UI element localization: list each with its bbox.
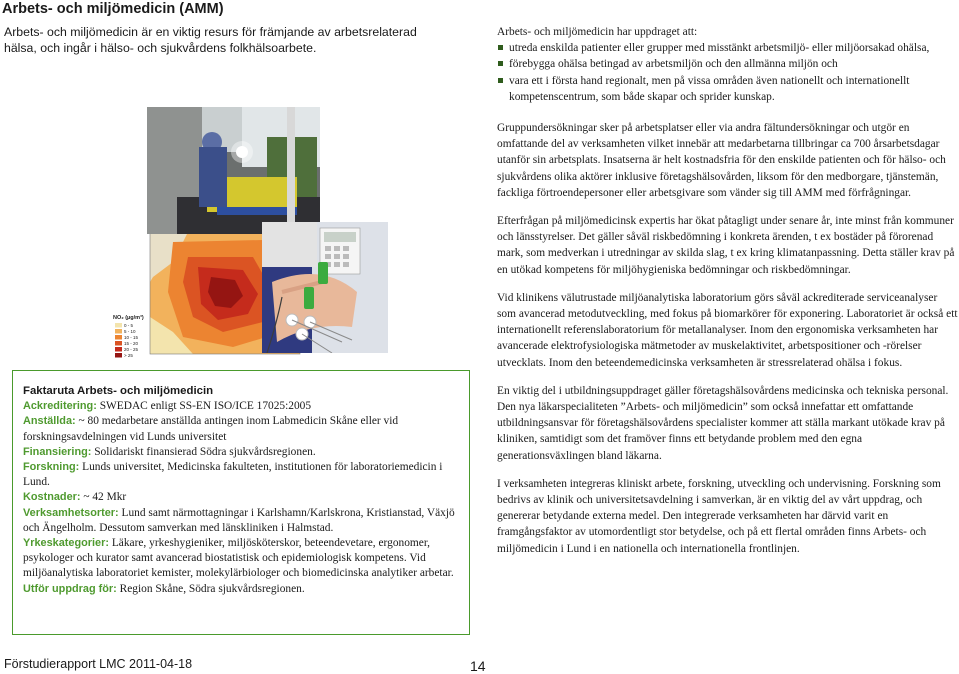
legend-swatch <box>115 323 122 328</box>
electrode-arm-photo <box>262 222 388 353</box>
legend-title: NO₂ (µg/m³) <box>113 315 144 321</box>
fact-value: SWEDAC enligt SS-EN ISO/ICE 17025:2005 <box>96 400 312 413</box>
fact-row <box>23 582 459 597</box>
fact-value: ~ 42 Mkr <box>80 491 127 504</box>
fact-label: Kostnader: <box>23 491 81 504</box>
footer-text: Förstudierapport LMC 2011-04-18 <box>4 657 193 671</box>
fact-row <box>23 536 459 582</box>
mission-item: utreda enskilda patienter eller grupper med misstänkt arbetsmiljö- eller miljöorsakad ohälsa, <box>497 40 959 56</box>
fact-box-heading: Faktaruta Arbets- och miljömedicin <box>23 385 214 397</box>
body-paragraph: En viktig del i utbildningsuppdraget gäller företagshälsovårdens medicinska och tekniska personal. Den nya läkarspecialiteten ”Arbets- och miljömedicin” som också innefattar ett omfattande utbildningsansvar för företagshälsovårdens specialister kommer att ställa markant utökade krav på kliniken, samtidigt som det framöver finns ett betydande problem med den egna generationsväxlingen bland läkarna. <box>497 384 949 462</box>
fact-value: Läkare, yrkeshygieniker, miljösköterskor, beteendevetare, ergonomer, psykologer och kurator samt avancerad biostatistisk och epidemiologisk kompetens. Vid miljöanalytiska laboratoriet kemister, molekylärbiologer och biomedicinska analytiker arbetar. <box>23 537 454 580</box>
fact-box <box>12 370 470 635</box>
fact-label: Anställda: <box>23 415 76 428</box>
legend-swatch <box>115 347 122 352</box>
fact-label: Forskning: <box>23 461 80 474</box>
legend-label: 5 - 10 <box>124 329 136 334</box>
fact-label: Finansiering: <box>23 445 92 458</box>
legend-label: 0 - 5 <box>124 323 134 328</box>
fact-label: Ackreditering: <box>23 400 97 413</box>
fact-row <box>23 506 459 536</box>
body-paragraph: Efterfrågan på miljömedicinsk expertis har ökat påtagligt under senare år, inte minst från kommuner och länsstyrelser. Det gäller såväl riskbedömning i konkreta ärenden, t ex bostäder på förorenad mark, som medverkan i utredningar av skilda slag, t ex kring klimatanpassning. Detta ställer krav på en utökad kompetens för miljöhygieniska bedömningar och riskbedömningar. <box>497 215 955 276</box>
body-paragraph: Gruppundersökningar sker på arbetsplatser eller via andra fältundersökningar och utgör en omfattande del av verksamheten vilket innebär att medarbetarna tillbringar ca 700 årsarbetsdagar utanför sin arbetsplats. Insatserna är helt kostnadsfria för den enskilde patienten och för hälso- och sjukvårdens olika aktörer inklusive företagshälsovården, liksom för den medborgare, tjänstemän, fackliga förtroendepersoner eller arbetsgivare som vänder sig till AMM med förfrågningar. <box>497 122 946 199</box>
page-title: Arbets- och miljömedicin (AMM) <box>2 1 224 17</box>
body-paragraph: Vid klinikens välutrustade miljöanalytiska laboratorium görs såväl ackrediterade serviceanalyser som avancerad metodutveckling, med fokus på biomarkörer för exponering. Laboratoriet är också ett internationellt referenslaboratorium för metallanalyser. Inom den ergonomiska verksamheten har avancerade elektrofysiologiska mätmetoder av muskelaktivitet, arbetspositioner och -rörelser utvecklats. Inom den beteendemedicinska verksamheten är stressrelaterad ohälsa i fokus. <box>497 291 958 369</box>
fact-value: Lund samt närmottagningar i Karlshamn/Karlskrona, Kristianstad, Växjö och Ängelholm. Dessutom samverkan med länskliniken i Halmstad. <box>23 506 455 534</box>
fact-row <box>23 399 459 414</box>
legend-swatch <box>115 335 122 340</box>
fact-label: Yrkeskategorier: <box>23 537 109 550</box>
legend-label: > 25 <box>124 353 133 358</box>
legend-label: 10 - 15 <box>124 335 139 340</box>
legend-swatch <box>115 341 122 346</box>
intro-text: Arbets- och miljömedicin är en viktig resurs för främjande av arbetsrelaterad hälsa, och ingår i hälso- och sjukvårdens folkhälsoarbete. <box>4 25 417 55</box>
fact-row <box>23 414 459 444</box>
body-paragraph: I verksamheten integreras kliniskt arbete, forskning, utveckling och undervisning. Forskning som bedrivs av klinik och universitetsavdelning i samverkan, är en viktig del av vårt uppdrag, och genererar betydande externa medel. Den integrerade verksamheten har därvid varit en framgångsfaktor av utomordentligt stor betydelse, och på ett flertal områden finns Arbets- och miljömedicin i Lund i en nationella och internationella frontlinjen. <box>497 477 941 555</box>
mission-item: förebygga ohälsa betingad av arbetsmiljön och den allmänna miljön och <box>497 56 959 72</box>
mission-list <box>497 40 959 105</box>
legend-label: 15 - 20 <box>124 341 139 346</box>
right-column <box>497 24 959 557</box>
fact-value: Solidariskt finansierad Södra sjukvårdsregionen. <box>91 445 316 458</box>
legend-swatch <box>115 329 122 334</box>
fact-value: Lunds universitet, Medicinska fakulteten, institutionen för laboratoriemedicin i Lund. <box>23 461 443 489</box>
fact-label: Utför uppdrag för: <box>23 582 117 595</box>
mission-lead: Arbets- och miljömedicin har uppdraget att: <box>497 26 698 38</box>
fact-row <box>23 460 459 490</box>
fact-row <box>23 490 459 505</box>
welding-photo <box>147 107 320 234</box>
fact-row <box>23 445 459 460</box>
fact-label: Verksamhetsorter: <box>23 506 119 519</box>
mission-item: vara ett i första hand regionalt, men på vissa områden även nationellt och internationellt kompetenscentrum, som både skapar och sprider kunskap. <box>497 73 959 105</box>
legend-swatch <box>115 353 122 358</box>
legend-label: 20 - 25 <box>124 347 139 352</box>
page-number: 14 <box>470 658 486 674</box>
fact-value: Region Skåne, Södra sjukvårdsregionen. <box>116 582 305 595</box>
fact-value: ~ 80 medarbetare anställda antingen inom Labmedicin Skåne eller vid forskningsavdelningen vid Lunds universitet <box>23 415 399 443</box>
